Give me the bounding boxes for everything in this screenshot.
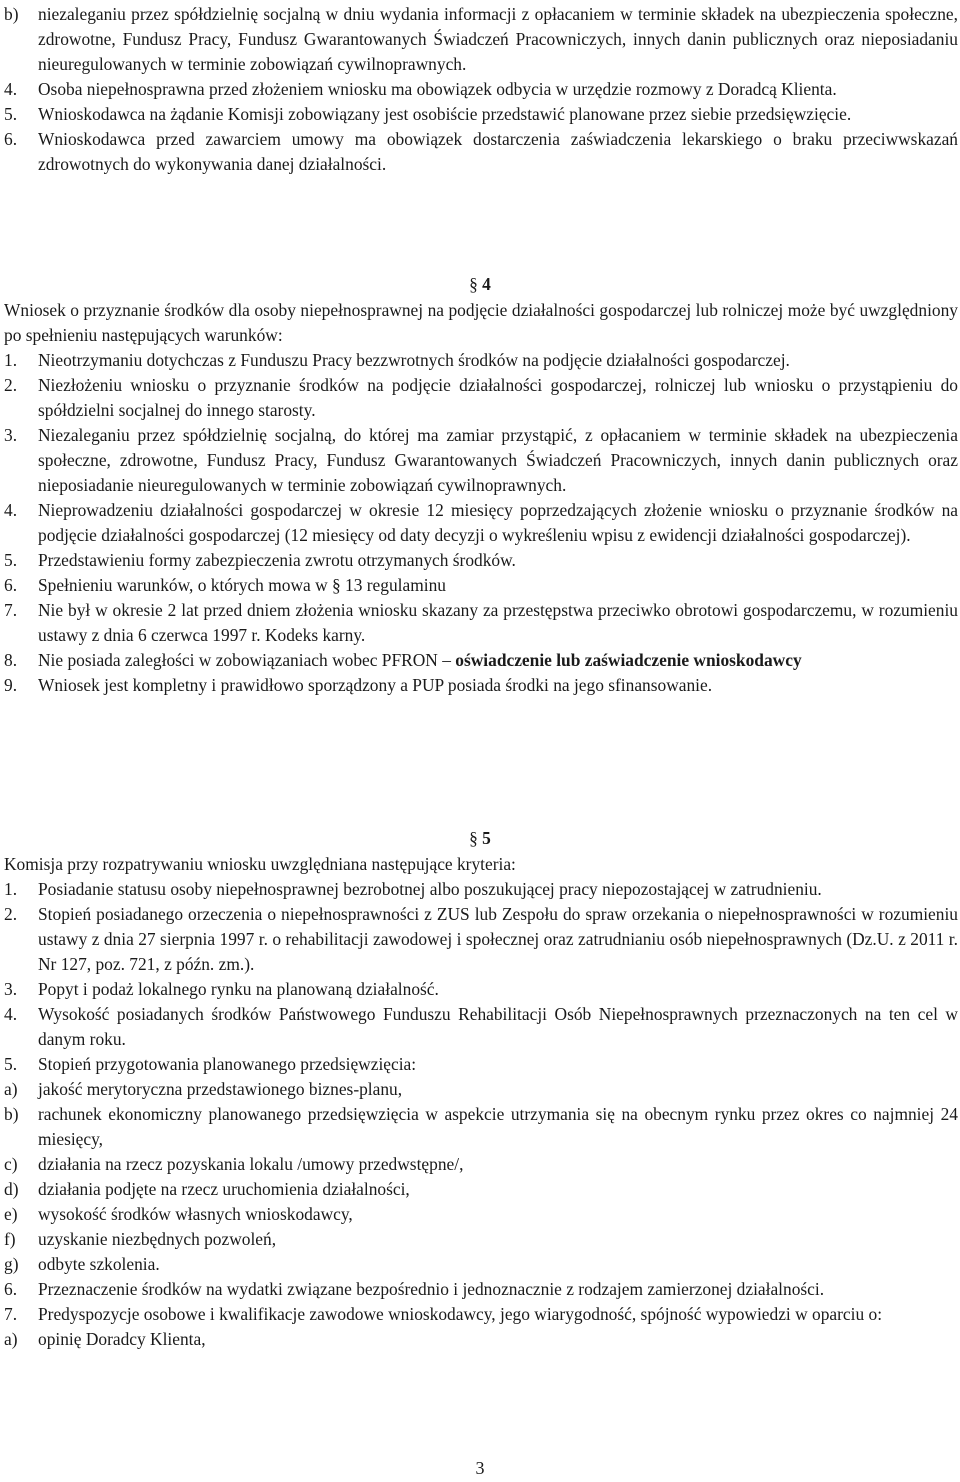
item-number: 8.: [4, 650, 18, 670]
list-item: [4, 127, 958, 177]
item-text: Przeznaczenie środków na wydatki związane bezpośrednio i jednoznacznie z rodzajem zamierzonej działalności.: [38, 1279, 825, 1299]
item-text: Stopień posiadanego orzeczenia o niepełnosprawności z ZUS lub Zespołu do spraw orzekania o niepełnosprawności w rozumieniu ustawy z dnia 27 sierpnia 1997 r. o rehabilitacji zawodowej i społecznej oraz zatrudnianiu osób niepełnosprawnych (Dz.U. z 2011 r. Nr 127, poz. 721, z późn. zm.).: [38, 904, 958, 974]
section-number: 4: [482, 274, 491, 294]
item-text: Popyt i podaż lokalnego rynku na planowaną działalność.: [38, 979, 439, 999]
section-intro: Komisja przy rozpatrywaniu wniosku uwzględniana następujące kryteria:: [4, 854, 516, 874]
top-list: [4, 2, 958, 177]
section-4-heading: [0, 272, 960, 297]
sub-item-text: uzyskanie niezbędnych pozwoleń,: [38, 1229, 277, 1249]
item-number: 4.: [4, 79, 18, 99]
list-item: [4, 1277, 958, 1302]
list-item: [4, 598, 958, 648]
sub-list-item: [4, 1202, 958, 1227]
list-item: [4, 877, 958, 902]
section-4: [4, 298, 958, 698]
section-number: 5: [482, 828, 491, 848]
list-item: [4, 102, 958, 127]
item-number: 7.: [4, 600, 18, 620]
item-number: 5.: [4, 104, 18, 124]
item-text: Predyspozycje osobowe i kwalifikacje zawodowe wnioskodawcy, jego wiarygodność, spójność wypowiedzi w oparciu o:: [38, 1304, 883, 1324]
item-text: Przedstawieniu formy zabezpieczenia zwrotu otrzymanych środków.: [38, 550, 516, 570]
list-item: [4, 77, 958, 102]
item-number: 5.: [4, 1054, 18, 1074]
sub-item-text: jakość merytoryczna przedstawionego biznes-planu,: [38, 1079, 403, 1099]
item-text: Wniosek jest kompletny i prawidłowo sporządzony a PUP posiada środki na jego sfinansowanie.: [38, 675, 713, 695]
paragraph-sign-icon: §: [469, 828, 478, 848]
item-number: 6.: [4, 1279, 18, 1299]
sub-list-item: [4, 1077, 958, 1102]
sub-item-label: b): [4, 1104, 19, 1124]
list-item: [4, 1002, 958, 1052]
item-number: 2.: [4, 904, 18, 924]
sub-item-label: a): [4, 1079, 18, 1099]
item-number: 5.: [4, 550, 18, 570]
list-item: [4, 548, 958, 573]
sub-list-item: [4, 1152, 958, 1177]
item-number: 4.: [4, 1004, 18, 1024]
item-text: Nieprowadzeniu działalności gospodarczej w okresie 12 miesięcy poprzedzających złożenie wniosku o przyznanie środków na podjęcie działalności gospodarczej (12 miesięcy od daty decyzji o wykreśleniu wpisu z ewidencji działalności gospodarczej).: [38, 500, 958, 545]
section-intro: Wniosek o przyznanie środków dla osoby niepełnosprawnej na podjęcie działalności gospodarczej lub rolniczej może być uwzględniony po spełnieniu następujących warunków:: [4, 300, 958, 345]
item-number: 3.: [4, 979, 18, 999]
item-text: Nie posiada zaległości w zobowiązaniach wobec PFRON – oświadczenie lub zaświadczenie wnioskodawcy: [38, 650, 802, 670]
item-text: Wnioskodawca przed zawarciem umowy ma obowiązek dostarczenia zaświadczenia lekarskiego o braku przeciwwskazań zdrowotnych do wykonywania danej działalności.: [38, 129, 958, 174]
sub-item-text: działania podjęte na rzecz uruchomienia działalności,: [38, 1179, 410, 1199]
item-text: niezaleganiu przez spółdzielnię socjalną w dniu wydania informacji z opłacaniem w terminie składek na ubezpieczenia społeczne, zdrowotne, Fundusz Pracy, Fundusz Gwarantowanych Świadczeń Pracowniczych, innych danin publicznych oraz nieposiadaniu nieuregulowanych w terminie zobowiązań cywilnoprawnych.: [38, 4, 958, 74]
list-item: [4, 1052, 958, 1077]
list-item: [4, 573, 958, 598]
item-text-bold: oświadczenie lub zaświadczenie wnioskodawcy: [455, 650, 802, 670]
sub-item-label: f): [4, 1229, 16, 1249]
item-number: 6.: [4, 575, 18, 595]
item-number: 1.: [4, 879, 18, 899]
item-text: Niezaleganiu przez spółdzielnię socjalną, do której ma zamiar przystąpić, z opłacaniem w terminie składek na ubezpieczenia społeczne, zdrowotne, Fundusz Pracy, Fundusz Gwarantowanych Świadczeń Pracowniczych, innych danin publicznych oraz nieposiadanie nieuregulowanych w terminie zobowiązań cywilnoprawnych.: [38, 425, 958, 495]
list-item: [4, 423, 958, 498]
item-text: Wysokość posiadanych środków Państwowego Funduszu Rehabilitacji Osób Niepełnosprawnych przeznaczonych na ten cel w danym roku.: [38, 1004, 958, 1049]
item-number: 3.: [4, 425, 18, 445]
list-item: [4, 2, 958, 77]
list-item: [4, 348, 958, 373]
section-5: [4, 852, 958, 1352]
item-text: Nieotrzymaniu dotychczas z Funduszu Pracy bezzwrotnych środków na podjęcie działalności gospodarczej.: [38, 350, 790, 370]
sub-list-item: [4, 1252, 958, 1277]
item-text: Niezłożeniu wniosku o przyznanie środków na podjęcie działalności gospodarczej, rolniczej lub wniosku o przystąpieniu do spółdzielni socjalnej do innego starosty.: [38, 375, 958, 420]
list-item: [4, 977, 958, 1002]
list-item: [4, 373, 958, 423]
sub-list-item: [4, 1102, 958, 1152]
sub-item-text: rachunek ekonomiczny planowanego przedsięwzięcia w aspekcie utrzymania się na obecnym rynku przez okres co najmniej 24 miesięcy,: [38, 1104, 958, 1149]
item-text: Wnioskodawca na żądanie Komisji zobowiązany jest osobiście przedstawić planowane przez siebie przedsięwzięcie.: [38, 104, 852, 124]
item-number: 1.: [4, 350, 18, 370]
item-text: Spełnieniu warunków, o których mowa w § 13 regulaminu: [38, 575, 446, 595]
sub-item-text: działania na rzecz pozyskania lokalu /umowy przedwstępne/,: [38, 1154, 464, 1174]
sub-item-label: e): [4, 1204, 18, 1224]
item-text: Posiadanie statusu osoby niepełnosprawnej bezrobotnej albo poszukującej pracy niepozostającej w zatrudnieniu.: [38, 879, 822, 899]
sub-item-text: odbyte szkolenia.: [38, 1254, 160, 1274]
list-item: [4, 673, 958, 698]
item-text: Osoba niepełnosprawna przed złożeniem wniosku ma obowiązek odbycia w urzędzie rozmowy z Doradcą Klienta.: [38, 79, 837, 99]
sub-item-label: a): [4, 1329, 18, 1349]
item-number: 2.: [4, 375, 18, 395]
item-number: 9.: [4, 675, 18, 695]
sub-list-item: [4, 1177, 958, 1202]
sub-list-item: [4, 1227, 958, 1252]
sub-list-item: [4, 1327, 958, 1352]
sub-item-text: wysokość środków własnych wnioskodawcy,: [38, 1204, 353, 1224]
paragraph-sign-icon: §: [469, 274, 478, 294]
item-text-regular: Nie posiada zaległości w zobowiązaniach wobec PFRON: [38, 650, 438, 670]
list-item: [4, 1302, 958, 1327]
item-number: b): [4, 4, 19, 24]
sub-item-label: g): [4, 1254, 19, 1274]
section-5-heading: [0, 826, 960, 851]
page-number: 3: [475, 1458, 485, 1478]
item-number: 6.: [4, 129, 18, 149]
sub-item-label: c): [4, 1154, 18, 1174]
item-text: Nie był w okresie 2 lat przed dniem złożenia wniosku skazany za przestępstwa przeciwko obrotowi gospodarczemu, w rozumieniu ustawy z dnia 6 czerwca 1997 r. Kodeks karny.: [38, 600, 958, 645]
sub-item-label: d): [4, 1179, 19, 1199]
list-item: [4, 902, 958, 977]
sub-item-text: opinię Doradcy Klienta,: [38, 1329, 206, 1349]
item-number: 7.: [4, 1304, 18, 1324]
item-text: Stopień przygotowania planowanego przedsięwzięcia:: [38, 1054, 417, 1074]
item-number: 4.: [4, 500, 18, 520]
list-item: [4, 648, 958, 673]
list-item: [4, 498, 958, 548]
